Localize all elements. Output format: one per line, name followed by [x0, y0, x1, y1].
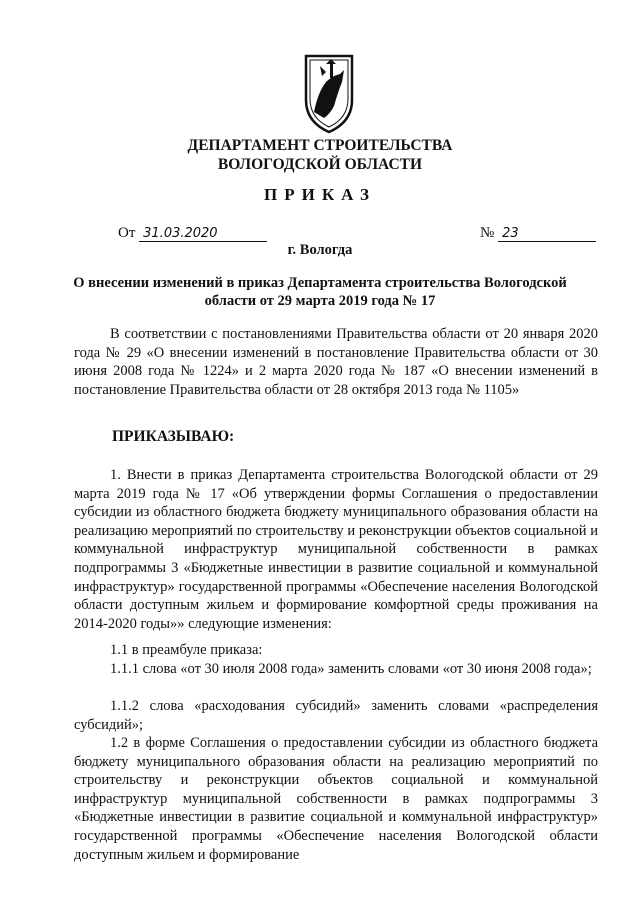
order-date: [118, 225, 267, 242]
order-number: [480, 225, 596, 242]
item-1-1-1: 1.1.1 слова «от 30 июля 2008 года» заменить словами «от 30 июня 2008 года»;: [110, 661, 592, 677]
item-1-1: 1.1 в преамбуле приказа:: [110, 642, 263, 658]
item-1-2: 1.2 в форме Соглашения о предоставлении субсидии из областного бюджета бюджету муниципального образования области на реализацию мероприятий по строительству и реконструкции объектов социальной и коммунальной инфраструктур муниципальной собственности в рамках подпрограммы 3 «Бюджетные инвестиции в развитие социальной и коммунальной инфраструктур» государственной программы «Обеспечение населения Вологодской области доступным жильем и формирование: [74, 735, 598, 863]
item-1-1-2: 1.1.2 слова «расходования субсидий» заменить словами «распределения субсидий»;: [74, 698, 598, 733]
number-label: №: [480, 225, 495, 241]
order-word: ПРИКАЗЫВАЮ:: [112, 428, 235, 445]
city: г. Вологда: [287, 242, 353, 258]
coat-of-arms-icon: [300, 52, 358, 136]
date-label: От: [118, 225, 136, 241]
number-value: 23: [498, 226, 596, 242]
date-value: 31.03.2020: [139, 226, 267, 242]
item-1: 1. Внести в приказ Департамента строительства Вологодской области от 29 марта 2019 года № 17 «Об утверждении формы Соглашения о предоставлении субсидии из областного бюджета бюджету муниципального образования области на реализацию мероприятий по строительству и реконструкции объектов социальной и коммунальной инфраструктур муниципальной собственности в рамках подпрограммы 3 «Бюджетные инвестиции в развитие социальной и коммунальной инфраструктур» государственной программы «Обеспечение населения Вологодской области доступным жильем и формирование комфортной среды проживания на 2014-2020 годы»» следующие изменения:: [74, 467, 598, 632]
preamble-paragraph: В соответствии с постановлениями Правительства области от 20 января 2020 года № 29 «О внесении изменений в постановление Правительства области от 30 июня 2008 года № 1224» и 2 марта 2020 года № 187 «О внесении изменений в постановление Правительства области от 28 октября 2013 года № 1105»: [74, 326, 598, 398]
document-title: ПРИКАЗ: [264, 185, 376, 204]
department-name: ДЕПАРТАМЕНТ СТРОИТЕЛЬСТВА ВОЛОГОДСКОЙ ОБЛАСТИ: [187, 137, 453, 173]
order-subject: О внесении изменений в приказ Департамента строительства Вологодской области от 29 марта 2019 года № 17: [73, 275, 567, 309]
